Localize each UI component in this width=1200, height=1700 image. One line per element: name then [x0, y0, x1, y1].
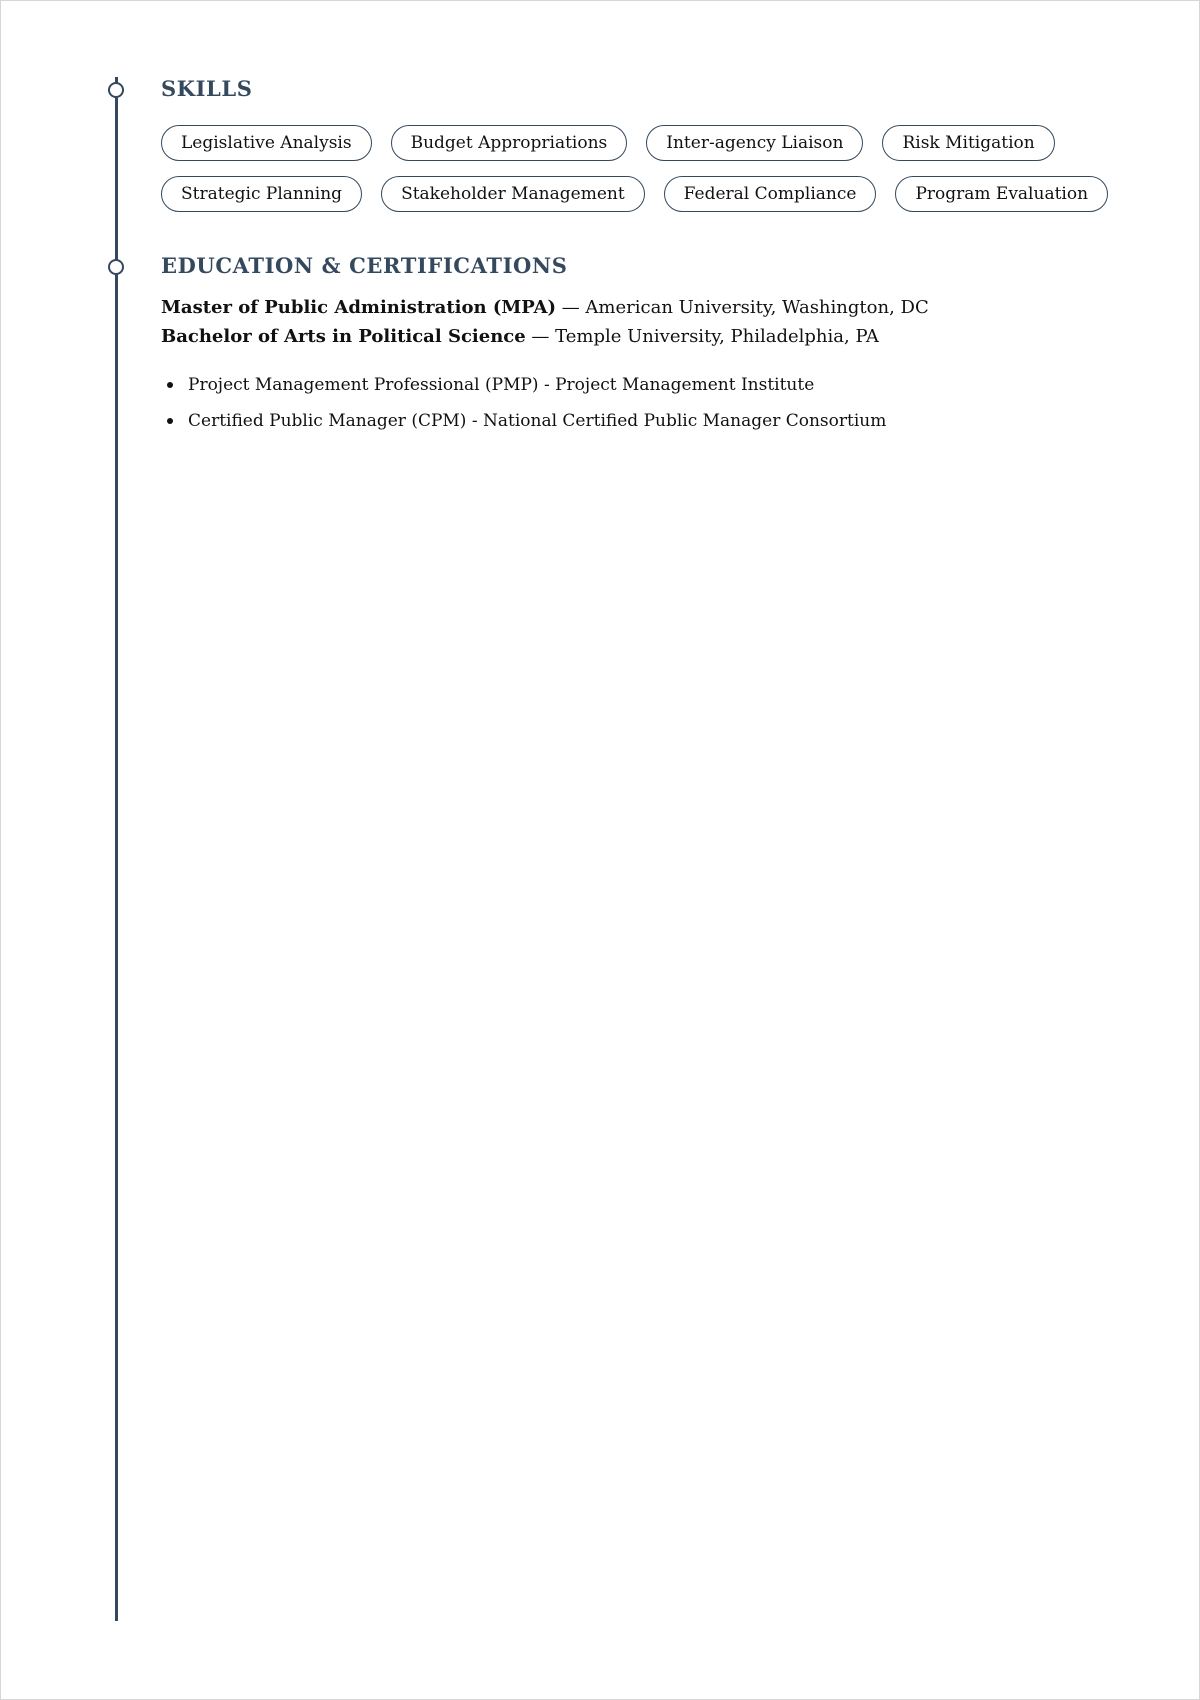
- skill-tag: Budget Appropriations: [391, 125, 628, 161]
- skill-tag: Federal Compliance: [664, 176, 877, 212]
- skill-tag: Program Evaluation: [895, 176, 1108, 212]
- skill-tag: Strategic Planning: [161, 176, 362, 212]
- degree-name: Master of Public Administration (MPA): [161, 297, 556, 318]
- certification-text: Project Management Professional (PMP) - Project Management Institute: [188, 375, 815, 395]
- bullet-icon: [167, 418, 173, 424]
- skill-tag: Risk Mitigation: [882, 125, 1054, 161]
- degree-entry: [161, 297, 929, 318]
- timeline-line: [115, 77, 118, 1621]
- certification-item: [161, 407, 886, 443]
- certification-item: [161, 371, 886, 407]
- bullet-icon: [167, 382, 173, 388]
- timeline-marker-skills: [108, 82, 124, 98]
- timeline-marker-education: [108, 259, 124, 275]
- certifications-list: [161, 371, 886, 443]
- degree-entry: [161, 326, 879, 347]
- skill-tag: Stakeholder Management: [381, 176, 645, 212]
- skills-row-2: [161, 176, 1108, 212]
- education-heading: EDUCATION & CERTIFICATIONS: [161, 253, 568, 278]
- degree-name: Bachelor of Arts in Political Science: [161, 326, 526, 347]
- skills-row-1: [161, 125, 1055, 161]
- degree-institution: — Temple University, Philadelphia, PA: [525, 326, 879, 347]
- skill-tag: Inter-agency Liaison: [646, 125, 863, 161]
- degree-institution: — American University, Washington, DC: [555, 297, 929, 318]
- skill-tag: Legislative Analysis: [161, 125, 372, 161]
- skills-heading: SKILLS: [161, 76, 253, 101]
- certification-text: Certified Public Manager (CPM) - National Certified Public Manager Consortium: [188, 411, 887, 431]
